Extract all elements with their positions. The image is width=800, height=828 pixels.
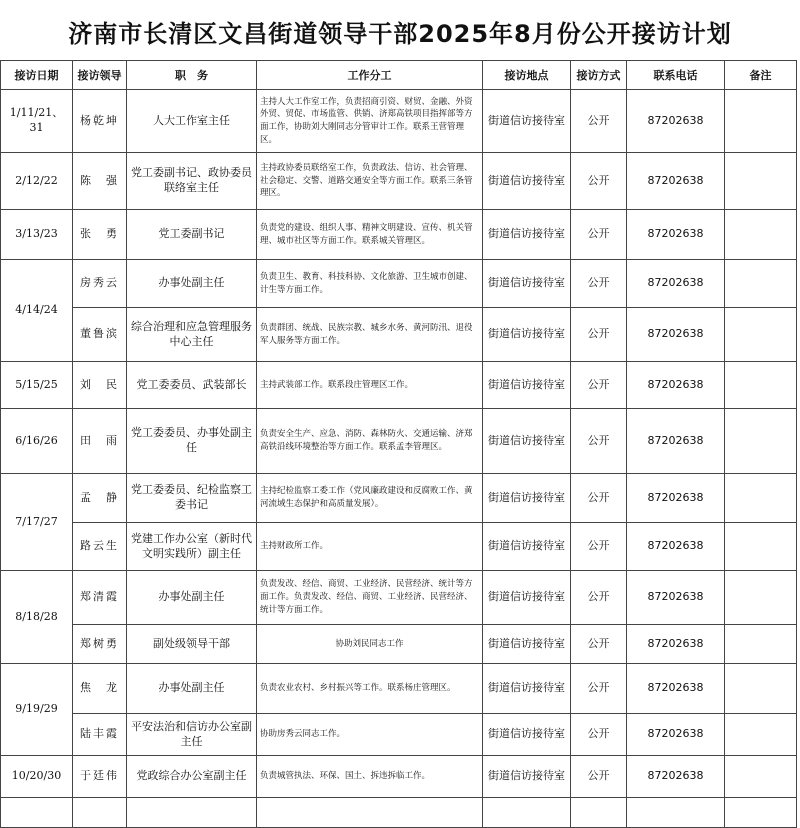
date-cell: 9/19/29 — [1, 664, 73, 756]
page-title: 济南市长清区文昌街道领导干部2025年8月份公开接访计划 — [68, 20, 732, 48]
position-cell: 人大工作室主任 — [127, 90, 257, 153]
leader-cell: 郑清霞 — [73, 571, 127, 625]
date-cell: 8/18/28 — [1, 571, 73, 664]
empty-cell — [1, 798, 73, 828]
leader-cell: 于廷伟 — [73, 756, 127, 798]
table-row — [1, 260, 797, 308]
date-cell: 5/15/25 — [1, 362, 73, 409]
method-cell: 公开 — [571, 260, 627, 308]
empty-cell — [627, 798, 725, 828]
leader-cell: 房秀云 — [73, 260, 127, 308]
phone-cell: 87202638 — [627, 625, 725, 664]
header-row — [1, 61, 797, 90]
position-cell: 党工委副书记 — [127, 210, 257, 260]
phone-cell: 87202638 — [627, 153, 725, 210]
place-cell: 街道信访接待室 — [483, 260, 571, 308]
position-cell: 党工委副书记、政协委员联络室主任 — [127, 153, 257, 210]
position-cell: 党工委委员、武装部长 — [127, 362, 257, 409]
note-cell — [725, 90, 797, 153]
leader-cell: 杨乾坤 — [73, 90, 127, 153]
date-cell: 4/14/24 — [1, 260, 73, 362]
empty-cell — [127, 798, 257, 828]
phone-cell: 87202638 — [627, 260, 725, 308]
table-row — [1, 664, 797, 714]
empty-row — [1, 798, 797, 828]
leader-cell: 陈 强 — [73, 153, 127, 210]
method-cell: 公开 — [571, 210, 627, 260]
phone-cell: 87202638 — [627, 409, 725, 474]
place-cell: 街道信访接待室 — [483, 362, 571, 409]
position-cell: 办事处副主任 — [127, 571, 257, 625]
method-cell: 公开 — [571, 571, 627, 625]
table-row — [1, 756, 797, 798]
duty-cell: 协助刘民同志工作 — [257, 625, 483, 664]
phone-cell: 87202638 — [627, 90, 725, 153]
table-row — [1, 210, 797, 260]
leader-cell: 郑树勇 — [73, 625, 127, 664]
position-cell: 办事处副主任 — [127, 664, 257, 714]
method-cell: 公开 — [571, 523, 627, 571]
place-cell: 街道信访接待室 — [483, 571, 571, 625]
position-cell: 办事处副主任 — [127, 260, 257, 308]
position-cell: 党工委委员、纪检监察工委书记 — [127, 474, 257, 523]
leader-cell: 路云生 — [73, 523, 127, 571]
note-cell — [725, 409, 797, 474]
table-row — [1, 409, 797, 474]
duty-cell: 负责卫生、教育、科技科协、文化旅游、卫生城市创建、计生等方面工作。 — [257, 260, 483, 308]
duty-cell: 负责发改、经信、商贸、工业经济、民营经济、统计等方面工作。负责发改、经信、商贸、工业经济、民营经济、统计等方面工作。 — [257, 571, 483, 625]
table-row — [1, 90, 797, 153]
note-cell — [725, 523, 797, 571]
place-cell: 街道信访接待室 — [483, 714, 571, 756]
position-cell: 综合治理和应急管理服务中心主任 — [127, 308, 257, 362]
table-row — [1, 625, 797, 664]
place-cell: 街道信访接待室 — [483, 664, 571, 714]
empty-cell — [571, 798, 627, 828]
place-cell: 街道信访接待室 — [483, 90, 571, 153]
table-row — [1, 571, 797, 625]
note-cell — [725, 362, 797, 409]
leader-cell: 焦 龙 — [73, 664, 127, 714]
duty-cell: 协助房秀云同志工作。 — [257, 714, 483, 756]
empty-cell — [257, 798, 483, 828]
place-cell: 街道信访接待室 — [483, 210, 571, 260]
phone-cell: 87202638 — [627, 308, 725, 362]
note-cell — [725, 664, 797, 714]
method-cell: 公开 — [571, 756, 627, 798]
date-cell: 10/20/30 — [1, 756, 73, 798]
method-cell: 公开 — [571, 714, 627, 756]
header-place: 接访地点 — [483, 61, 571, 90]
method-cell: 公开 — [571, 308, 627, 362]
header-leader: 接访领导 — [73, 61, 127, 90]
phone-cell: 87202638 — [627, 571, 725, 625]
header-method: 接访方式 — [571, 61, 627, 90]
note-cell — [725, 153, 797, 210]
place-cell: 街道信访接待室 — [483, 153, 571, 210]
leader-cell: 董鲁滨 — [73, 308, 127, 362]
table-row — [1, 714, 797, 756]
empty-cell — [73, 798, 127, 828]
place-cell: 街道信访接待室 — [483, 523, 571, 571]
date-cell: 7/17/27 — [1, 474, 73, 571]
duty-cell: 负责城管执法、环保、国土、拆违拆临工作。 — [257, 756, 483, 798]
phone-cell: 87202638 — [627, 210, 725, 260]
table-row — [1, 153, 797, 210]
place-cell: 街道信访接待室 — [483, 308, 571, 362]
method-cell: 公开 — [571, 664, 627, 714]
method-cell: 公开 — [571, 474, 627, 523]
phone-cell: 87202638 — [627, 523, 725, 571]
note-cell — [725, 756, 797, 798]
table-row — [1, 474, 797, 523]
header-date: 接访日期 — [1, 61, 73, 90]
duty-cell: 负责农业农村、乡村振兴等工作。联系杨庄管理区。 — [257, 664, 483, 714]
phone-cell: 87202638 — [627, 664, 725, 714]
leader-cell: 孟 静 — [73, 474, 127, 523]
duty-cell: 主持财政所工作。 — [257, 523, 483, 571]
note-cell — [725, 714, 797, 756]
duty-cell: 主持纪检监察工委工作（党风廉政建设和反腐败工作、黄河流域生态保护和高质量发展）。 — [257, 474, 483, 523]
phone-cell: 87202638 — [627, 756, 725, 798]
duty-cell: 主持人大工作室工作，负责招商引资、财贸、金融、外资外贸、贸促、市场监管、供销、济郑高铁项目指挥部等方面工作，协助刘大刚同志分管审计工作。联系王营管理区。 — [257, 90, 483, 153]
duty-cell: 负责群团、统战、民族宗教、城乡水务、黄河防汛、退役军人服务等方面工作。 — [257, 308, 483, 362]
duty-cell: 负责安全生产、应急、消防、森林防火、交通运输、济郑高铁沿线环境整治等方面工作。联系孟李管理区。 — [257, 409, 483, 474]
method-cell: 公开 — [571, 153, 627, 210]
date-cell: 3/13/23 — [1, 210, 73, 260]
empty-cell — [483, 798, 571, 828]
method-cell: 公开 — [571, 625, 627, 664]
leader-cell: 张 勇 — [73, 210, 127, 260]
place-cell: 街道信访接待室 — [483, 625, 571, 664]
table-row — [1, 308, 797, 362]
duty-cell: 主持武装部工作。联系段庄管理区工作。 — [257, 362, 483, 409]
reception-schedule-table — [0, 60, 797, 828]
phone-cell: 87202638 — [627, 714, 725, 756]
position-cell: 党建工作办公室（新时代文明实践所）副主任 — [127, 523, 257, 571]
date-cell: 2/12/22 — [1, 153, 73, 210]
empty-cell — [725, 798, 797, 828]
duty-cell: 负责党的建设、组织人事、精神文明建设、宣传、机关管理、城市社区等方面工作。联系城关管理区。 — [257, 210, 483, 260]
position-cell: 副处级领导干部 — [127, 625, 257, 664]
note-cell — [725, 308, 797, 362]
position-cell: 党工委委员、办事处副主任 — [127, 409, 257, 474]
leader-cell: 陆丰霞 — [73, 714, 127, 756]
method-cell: 公开 — [571, 362, 627, 409]
position-cell: 平安法治和信访办公室副主任 — [127, 714, 257, 756]
header-note: 备注 — [725, 61, 797, 90]
header-position: 职 务 — [127, 61, 257, 90]
note-cell — [725, 260, 797, 308]
date-cell: 1/11/21、31 — [1, 90, 73, 153]
note-cell — [725, 625, 797, 664]
table-row — [1, 362, 797, 409]
place-cell: 街道信访接待室 — [483, 409, 571, 474]
date-cell: 6/16/26 — [1, 409, 73, 474]
leader-cell: 刘 民 — [73, 362, 127, 409]
duty-cell: 主持政协委员联络室工作，负责政法、信访、社会管理、社会稳定、交警、道路交通安全等方面工作。联系三条管理区。 — [257, 153, 483, 210]
table-row — [1, 523, 797, 571]
phone-cell: 87202638 — [627, 474, 725, 523]
header-phone: 联系电话 — [627, 61, 725, 90]
note-cell — [725, 474, 797, 523]
method-cell: 公开 — [571, 409, 627, 474]
leader-cell: 田 雨 — [73, 409, 127, 474]
position-cell: 党政综合办公室副主任 — [127, 756, 257, 798]
header-duty: 工作分工 — [257, 61, 483, 90]
phone-cell: 87202638 — [627, 362, 725, 409]
method-cell: 公开 — [571, 90, 627, 153]
note-cell — [725, 571, 797, 625]
note-cell — [725, 210, 797, 260]
place-cell: 街道信访接待室 — [483, 756, 571, 798]
place-cell: 街道信访接待室 — [483, 474, 571, 523]
